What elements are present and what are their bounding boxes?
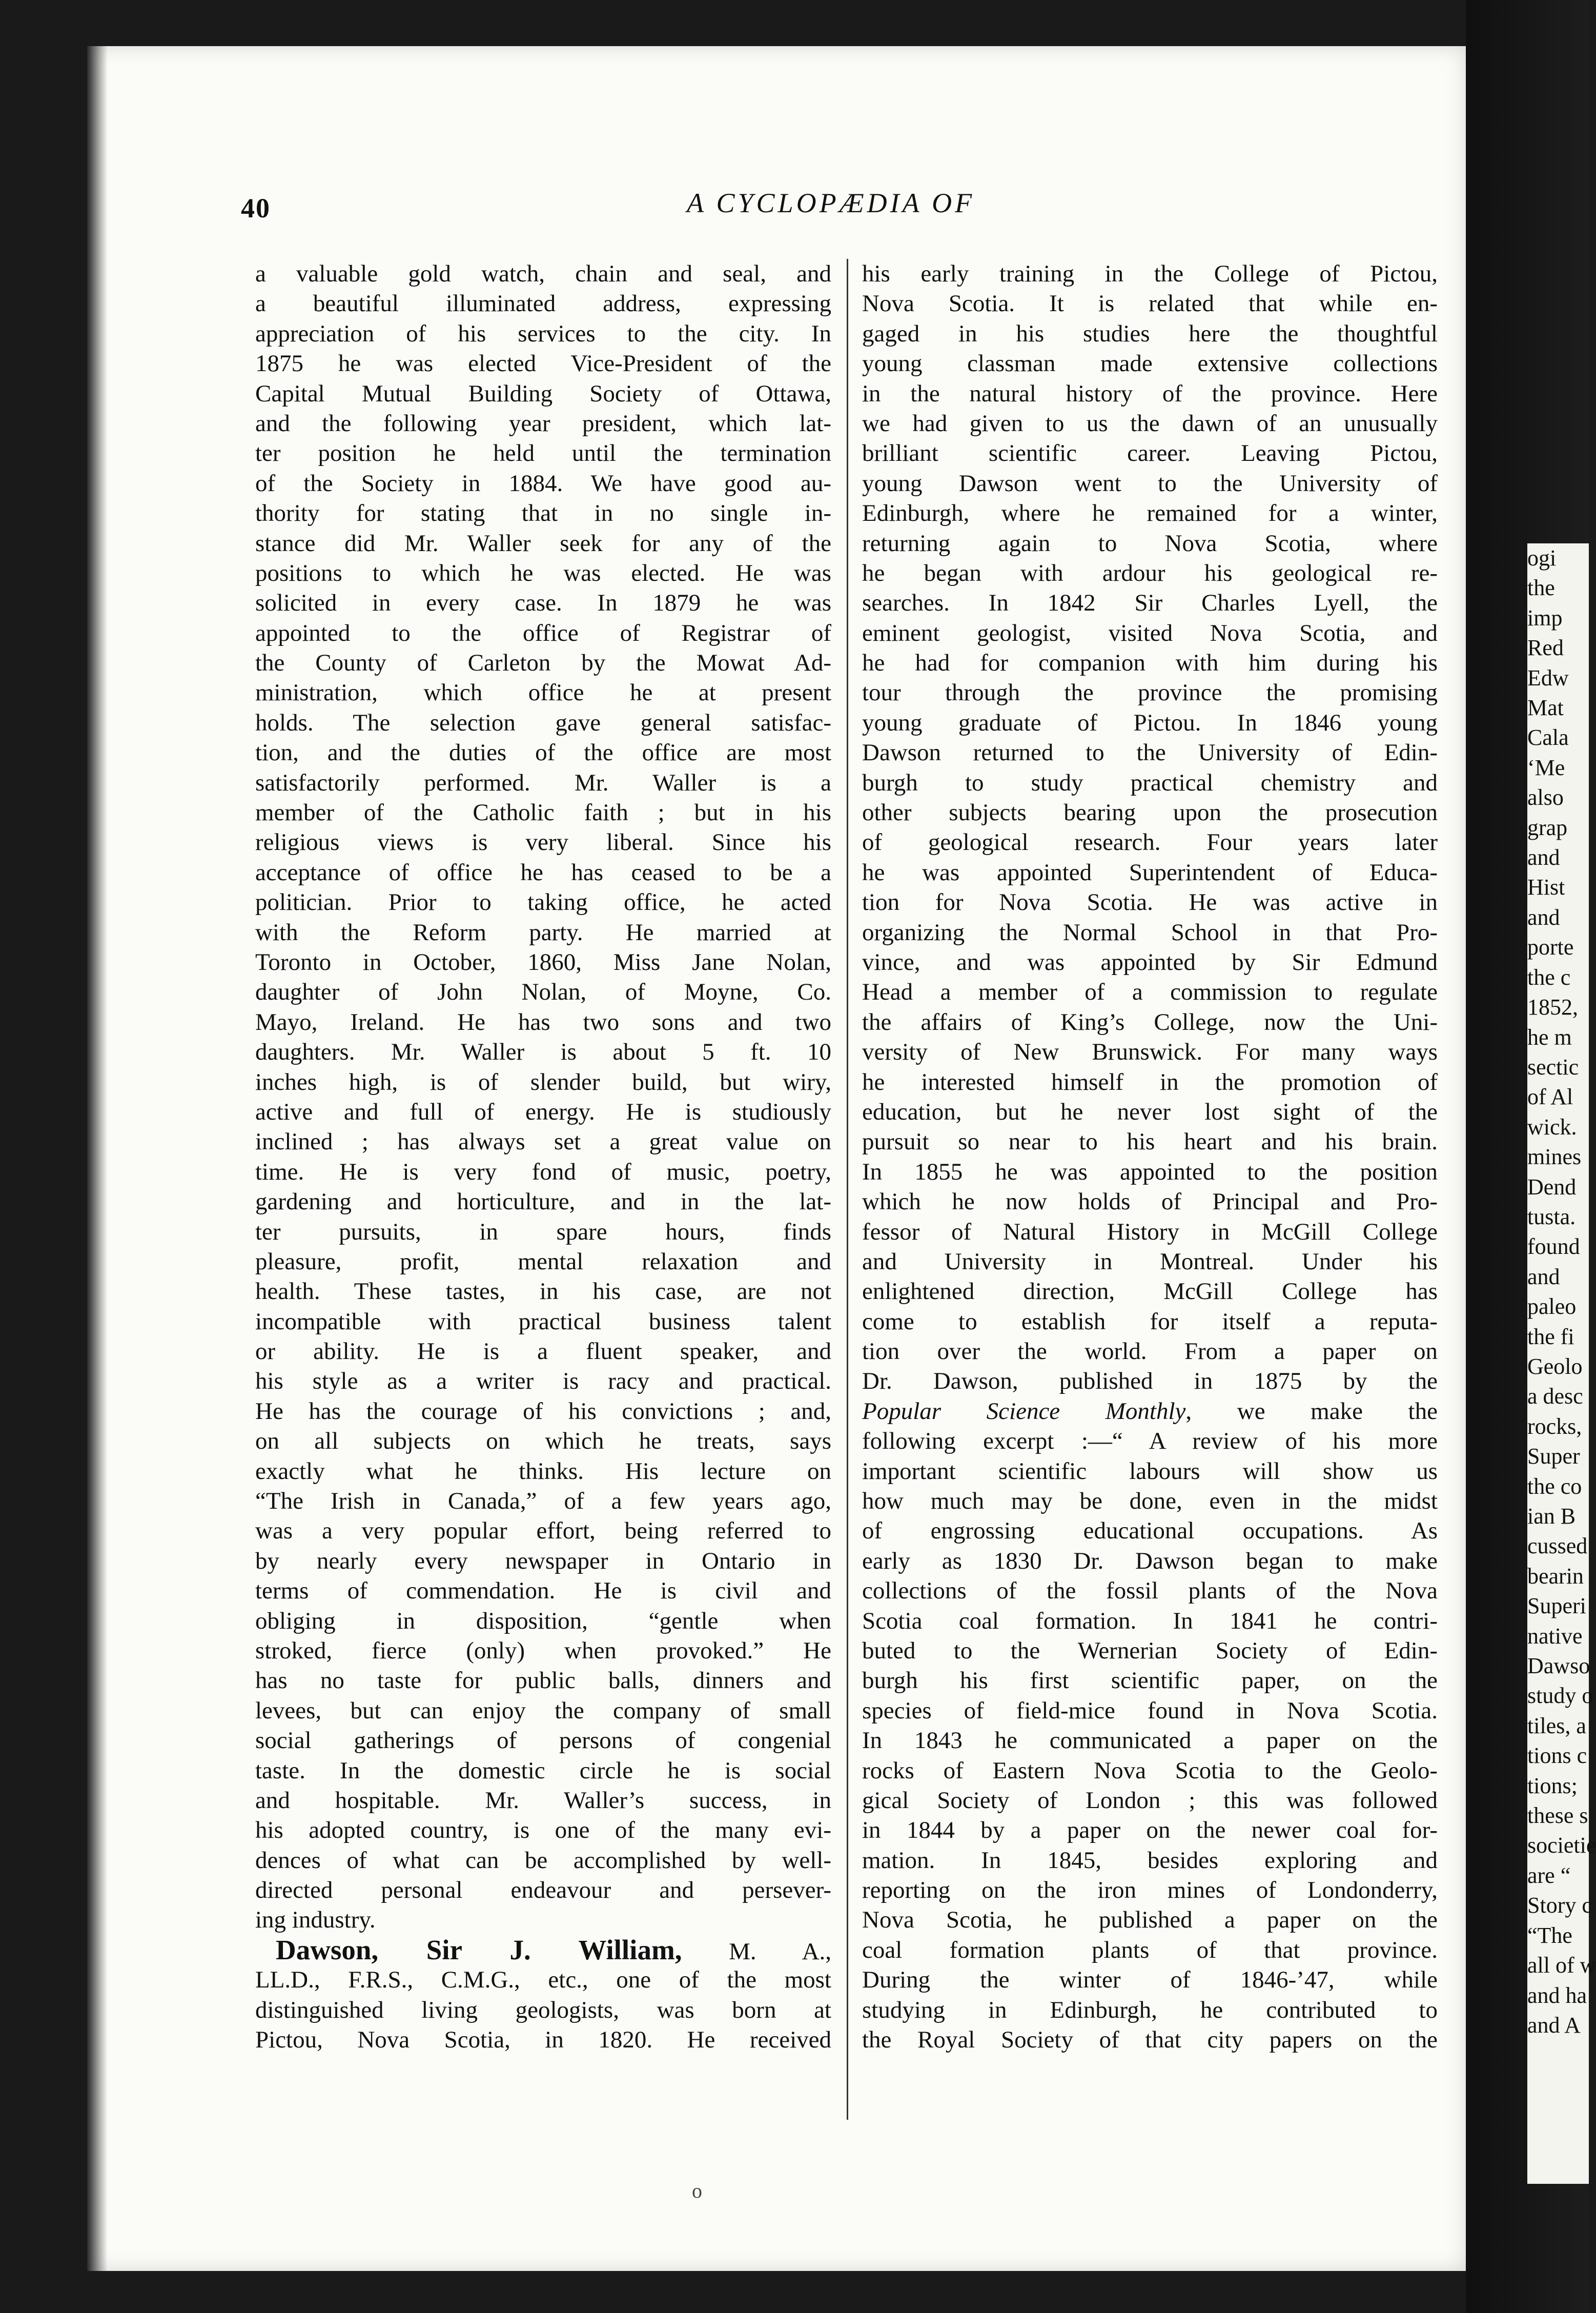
text-line: he began with ardour his geological re-	[862, 559, 1438, 586]
fragment-line: ogi	[1527, 545, 1557, 571]
running-title: A CYCLOPÆDIA OF	[687, 188, 975, 218]
text-line: by nearly every newspaper in Ontario in	[255, 1547, 831, 1574]
text-line: In 1843 he communicated a paper on the	[862, 1727, 1438, 1754]
text-line: buted to the Wernerian Society of Edin-	[862, 1637, 1438, 1664]
text-line: Mayo, Ireland. He has two sons and two	[255, 1008, 831, 1036]
text-line: species of field-mice found in Nova Scotia.	[862, 1697, 1438, 1724]
text-line: tour through the province the promising	[862, 679, 1438, 706]
text-line: his early training in the College of Pictou,	[862, 260, 1438, 287]
text-line: a valuable gold watch, chain and seal, and	[255, 260, 831, 287]
text-line: LL.D., F.R.S., C.M.G., etc., one of the most	[255, 1966, 831, 1994]
text-line: he was appointed Superintendent of Educa-	[862, 859, 1438, 886]
fragment-line: found	[1527, 1234, 1580, 1260]
text-line: gardening and horticulture, and in the lat-	[255, 1188, 831, 1215]
fragment-line: tiles, a	[1527, 1713, 1586, 1738]
fragment-line: Dend	[1527, 1174, 1577, 1200]
fragment-line: Edw	[1527, 665, 1569, 691]
text-line: other subjects bearing upon the prosecution	[862, 799, 1438, 826]
fragment-line: Hist	[1527, 875, 1565, 900]
text-line: the Royal Society of that city papers on the	[862, 2026, 1438, 2054]
fragment-line: the fi	[1527, 1324, 1574, 1349]
text-line: rocks of Eastern Nova Scotia to the Geolo-	[862, 1757, 1438, 1784]
fragment-line: and A	[1527, 2012, 1581, 2038]
text-line: burgh his first scientific paper, on the	[862, 1667, 1438, 1694]
text-line: active and full of energy. He is studiously	[255, 1098, 831, 1125]
fragment-line: the co	[1527, 1473, 1582, 1499]
text-line: ter pursuits, in spare hours, finds	[255, 1218, 831, 1245]
text-line: which he now holds of Principal and Pro-	[862, 1188, 1438, 1215]
left-column	[255, 259, 831, 2055]
text-line: collections of the fossil plants of the Nova	[862, 1577, 1438, 1605]
page-footer-mark: o	[692, 2179, 702, 2202]
text-line: how much may be done, even in the midst	[862, 1488, 1438, 1515]
fragment-line: native	[1527, 1623, 1583, 1649]
text-line: directed personal endeavour and persever-	[255, 1877, 831, 1904]
entry-name: Dawson, Sir J. William,	[276, 1934, 682, 1965]
fragment-line: the c	[1527, 964, 1571, 990]
text-line: organizing the Normal School in that Pro-	[862, 919, 1438, 946]
text-line: member of the Catholic faith ; but in his	[255, 799, 831, 826]
text-line: has no taste for public balls, dinners and	[255, 1667, 831, 1694]
fragment-line: 1852,	[1527, 995, 1578, 1020]
text-line: Scotia coal formation. In 1841 he contri-	[862, 1607, 1438, 1634]
text-line: daughters. Mr. Waller is about 5 ft. 10	[255, 1039, 831, 1066]
text-line: tion over the world. From a paper on	[862, 1338, 1438, 1365]
text-line: eminent geologist, visited Nova Scotia, and	[862, 619, 1438, 646]
right-column	[862, 259, 1438, 2055]
text-line: terms of commendation. He is civil and	[255, 1577, 831, 1605]
fragment-line: tusta.	[1527, 1204, 1576, 1229]
text-line: appreciation of his services to the city. In	[255, 320, 831, 347]
text-line: coal formation plants of that province.	[862, 1936, 1438, 1963]
text-line: social gatherings of persons of congenial	[255, 1727, 831, 1754]
column-divider	[847, 259, 848, 2120]
text-line: Toronto in October, 1860, Miss Jane Nolan,	[255, 948, 831, 976]
page-number: 40	[241, 193, 271, 224]
text-line: of the Society in 1884. We have good au-	[255, 470, 831, 497]
text-line: of engrossing educational occupations. As	[862, 1517, 1438, 1545]
text-line: mation. In 1845, besides exploring and	[862, 1847, 1438, 1874]
text-line: the affairs of King’s College, now the Uni-	[862, 1008, 1438, 1036]
fragment-line: wick.	[1527, 1114, 1577, 1140]
text-line: Dr. Dawson, published in 1875 by the	[862, 1368, 1438, 1395]
text-line: returning again to Nova Scotia, where	[862, 530, 1438, 557]
fragment-line: and ha	[1527, 1982, 1587, 2008]
text-line: Pictou, Nova Scotia, in 1820. He received	[255, 2026, 831, 2054]
text-line: and the following year president, which lat-	[255, 410, 831, 437]
fragment-line: grap	[1527, 815, 1568, 840]
fragment-line: Super	[1527, 1444, 1580, 1469]
fragment-line: rocks,	[1527, 1413, 1582, 1439]
text-line: dences of what can be accomplished by well-	[255, 1847, 831, 1874]
text-line: burgh to study practical chemistry and	[862, 769, 1438, 796]
fragment-line: Red	[1527, 635, 1564, 661]
text-line: with the Reform party. He married at	[255, 919, 831, 946]
text-line: important scientific labours will show us	[862, 1457, 1438, 1485]
text-line: or ability. He is a fluent speaker, and	[255, 1338, 831, 1365]
text-line: enlightened direction, McGill College has	[862, 1278, 1438, 1305]
text-line: Dawson returned to the University of Edin-	[862, 739, 1438, 766]
fragment-line: Mat	[1527, 695, 1564, 721]
text-line: Head a member of a commission to regulate	[862, 979, 1438, 1006]
fragment-line: he m	[1527, 1024, 1572, 1050]
fragment-line: are “	[1527, 1862, 1571, 1888]
text-line: studying in Edinburgh, he contributed to	[862, 1996, 1438, 2023]
fragment-line: Story c	[1527, 1893, 1592, 1918]
text-line: ministration, which office he at present	[255, 679, 831, 706]
fragment-line: the	[1527, 575, 1555, 601]
text-line: in 1844 by a paper on the newer coal for-	[862, 1817, 1438, 1844]
fragment-line: cussed	[1527, 1533, 1588, 1559]
text-line: time. He is very fond of music, poetry,	[255, 1158, 831, 1185]
publication-title: Popular Science Monthly	[862, 1397, 1186, 1425]
fragment-line: and	[1527, 845, 1560, 870]
text-line: in the natural history of the province. Here	[862, 380, 1438, 407]
fragment-line: also	[1527, 785, 1564, 810]
text-line: levees, but can enjoy the company of small	[255, 1697, 831, 1724]
text-line: 1875 he was elected Vice-President of the	[255, 350, 831, 377]
text-line: “The Irish in Canada,” of a few years ago,	[255, 1488, 831, 1515]
fragment-line: these s	[1527, 1803, 1588, 1829]
text-line: ing industry.	[255, 1906, 376, 1934]
text-line: he interested himself in the promotion of	[862, 1068, 1438, 1095]
text-line: In 1855 he was appointed to the position	[862, 1158, 1438, 1185]
text-line: come to establish for itself a reputa-	[862, 1308, 1438, 1335]
text-line: health. These tastes, in his case, are not	[255, 1278, 831, 1305]
fragment-line: a desc	[1527, 1384, 1583, 1409]
text-line: young Dawson went to the University of	[862, 470, 1438, 497]
text-line: holds. The selection gave general satisfac-	[255, 709, 831, 736]
text-line: and University in Montreal. Under his	[862, 1248, 1438, 1275]
text-line: positions to which he was elected. He was	[255, 559, 831, 586]
fragment-line: ian B	[1527, 1504, 1576, 1529]
text-line: Nova Scotia, he published a paper on the	[862, 1906, 1438, 1934]
fragment-line: tions;	[1527, 1773, 1578, 1798]
text-line: daughter of John Nolan, of Moyne, Co.	[255, 979, 831, 1006]
fragment-line: societie	[1527, 1833, 1596, 1858]
text-line: tion for Nova Scotia. He was active in	[862, 889, 1438, 916]
text-line: and hospitable. Mr. Waller’s success, in	[255, 1787, 831, 1814]
text-line: gaged in his studies here the thoughtful	[862, 320, 1438, 347]
text-line: his adopted country, is one of the many evi-	[255, 1817, 831, 1844]
text-line: vince, and was appointed by Sir Edmund	[862, 948, 1438, 976]
fragment-line: and	[1527, 904, 1560, 930]
text-line: was a very popular effort, being referred to	[255, 1517, 831, 1545]
text-line: searches. In 1842 Sir Charles Lyell, the	[862, 590, 1438, 617]
text-line: thority for stating that in no single in-	[255, 500, 831, 527]
text-line: inclined ; has always set a great value on	[255, 1128, 831, 1155]
text-line: young graduate of Pictou. In 1846 young	[862, 709, 1438, 736]
fragment-line: tions c	[1527, 1743, 1587, 1769]
fragment-line: Dawso	[1527, 1653, 1590, 1679]
text-line: incompatible with practical business talent	[255, 1308, 831, 1335]
fragment-line: Superi	[1527, 1593, 1586, 1619]
text-line: Edinburgh, where he remained for a winter,	[862, 500, 1438, 527]
text-line: religious views is very liberal. Since his	[255, 829, 831, 856]
fragment-line: bearin	[1527, 1563, 1584, 1589]
text-line: He has the courage of his convictions ; and,	[255, 1397, 831, 1425]
text-line: gical Society of London ; this was followed	[862, 1787, 1438, 1814]
fragment-line: Geolo	[1527, 1353, 1583, 1379]
text-line: of geological research. Four years later	[862, 829, 1438, 856]
text-line: solicited in every case. In 1879 he was	[255, 590, 831, 617]
text-line: a beautiful illuminated address, expressing	[255, 290, 831, 317]
fragment-line: paleo	[1527, 1294, 1577, 1320]
fragment-line: “The	[1527, 1922, 1572, 1948]
text-line: inches high, is of slender build, but wiry,	[255, 1068, 831, 1095]
fragment-line: study o	[1527, 1683, 1593, 1709]
text-line: During the winter of 1846-’47, while	[862, 1966, 1438, 1994]
fragment-line: sectic	[1527, 1054, 1579, 1080]
text-line: stroked, fierce (only) when provoked.” He	[255, 1637, 831, 1664]
next-page-fragment	[1527, 543, 1596, 2184]
entry-degree: M. A.,	[682, 1938, 832, 1965]
text-line: education, but he never lost sight of the	[862, 1098, 1438, 1125]
text-line: early as 1830 Dr. Dawson began to make	[862, 1547, 1438, 1574]
fragment-line: porte	[1527, 935, 1574, 960]
text-line: tion, and the duties of the office are most	[255, 739, 831, 766]
text-line: distinguished living geologists, was born at	[255, 1996, 831, 2023]
page-binding-shadow	[87, 46, 108, 2271]
fragment-line: and	[1527, 1264, 1560, 1289]
text-line: his style as a writer is racy and practical.	[255, 1368, 831, 1395]
fragment-line: imp	[1527, 605, 1563, 631]
fragment-line: of Al	[1527, 1084, 1573, 1110]
fragment-line: Cala	[1527, 725, 1569, 750]
text-line: reporting on the iron mines of Londonderry,	[862, 1877, 1438, 1904]
entry-heading-line	[255, 1935, 831, 1965]
fragment-line: ‘Me	[1527, 755, 1565, 780]
fragment-line: mines	[1527, 1144, 1582, 1170]
text-line: brilliant scientific career. Leaving Pictou,	[862, 440, 1438, 467]
text-line: satisfactorily performed. Mr. Waller is a	[255, 769, 831, 796]
text-line: we had given to us the dawn of an unusually	[862, 410, 1438, 437]
fragment-line: all of w	[1527, 1953, 1596, 1978]
text-line: the County of Carleton by the Mowat Ad-	[255, 650, 831, 677]
text-line: fessor of Natural History in McGill College	[862, 1218, 1438, 1245]
text-line: stance did Mr. Waller seek for any of the	[255, 530, 831, 557]
text-line: appointed to the office of Registrar of	[255, 619, 831, 646]
text-line: obliging in disposition, “gentle when	[255, 1607, 831, 1634]
text-line: he had for companion with him during his	[862, 650, 1438, 677]
text-line: Capital Mutual Building Society of Ottawa,	[255, 380, 831, 407]
text-line: ter position he held until the termination	[255, 440, 831, 467]
text-line: versity of New Brunswick. For many ways	[862, 1039, 1438, 1066]
text-line: politician. Prior to taking office, he acted	[255, 889, 831, 916]
text-line: pleasure, profit, mental relaxation and	[255, 1248, 831, 1275]
text-line: Nova Scotia. It is related that while en-	[862, 290, 1438, 317]
text-line: exactly what he thinks. His lecture on	[255, 1457, 831, 1485]
text-line: young classman made extensive collections	[862, 350, 1438, 377]
text-line: Popular Science Monthly, we make the	[862, 1397, 1438, 1425]
text-line: taste. In the domestic circle he is social	[255, 1757, 831, 1784]
text-line: following excerpt :—“ A review of his more	[862, 1428, 1438, 1455]
text-line: pursuit so near to his heart and his brain.	[862, 1128, 1438, 1155]
text-line: acceptance of office he has ceased to be a	[255, 859, 831, 886]
text-line: on all subjects on which he treats, says	[255, 1428, 831, 1455]
